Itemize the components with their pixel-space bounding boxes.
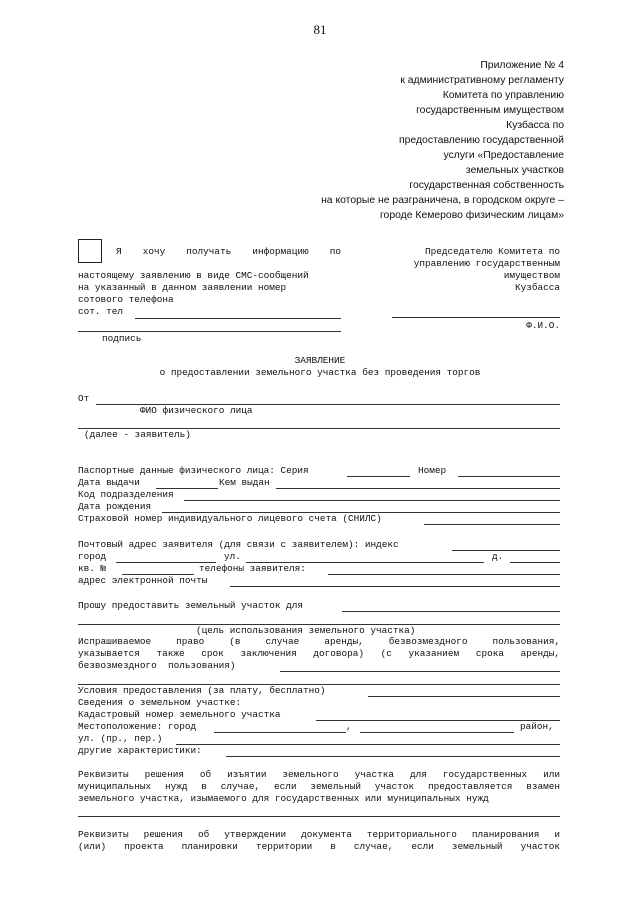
division-code-label: Код подразделения (78, 489, 174, 500)
phone-field[interactable] (135, 318, 341, 319)
other-characteristics-label: другие характеристики: (78, 745, 202, 756)
appendix-line: земельных участков (465, 165, 564, 176)
withdrawal-text-line: земельного участка, изымаемого для государственных или муниципальных нужд (78, 793, 489, 804)
birth-date-label: Дата рождения (78, 501, 152, 512)
email-label: адрес электронной почты (78, 575, 208, 586)
appendix-line: услуги «Предоставление (443, 150, 564, 161)
snils-field[interactable] (424, 524, 560, 525)
document-subtitle: о предоставлении земельного участка без проведения торгов (159, 367, 481, 378)
applicant-note: (далее - заявитель) (84, 429, 191, 440)
issued-by-field[interactable] (276, 488, 560, 489)
appendix-line: государственная собственность (409, 180, 564, 191)
sms-checkbox[interactable] (78, 239, 102, 263)
phone-label: сот. тел (78, 306, 124, 317)
planning-text-line: (или) проекта планировки территории в случае, если земельный участок (78, 841, 560, 852)
purpose-caption: (цель использования земельного участка) (196, 625, 416, 636)
passport-series-label: Паспортные данные физического лица: Серия (78, 465, 309, 476)
land-info-label: Сведения о земельном участке: (78, 697, 242, 708)
conditions-label: Условия предоставления (за плату, бесплатно) (78, 685, 326, 696)
sms-text-line: Я хочу получать информацию по (116, 246, 341, 257)
house-field[interactable] (510, 562, 560, 563)
from-label: От (78, 393, 90, 404)
request-purpose-field[interactable] (342, 611, 560, 612)
appendix-line: Кузбасса по (506, 120, 564, 131)
withdrawal-text-line: Реквизиты решения об изъятии земельного участка для государственных или (78, 769, 560, 780)
passport-number-label: Номер (418, 465, 447, 476)
phones-field[interactable] (328, 574, 560, 575)
fio-label: Ф.И.О. (526, 320, 560, 331)
snils-label: Страховой номер индивидуального лицевого счета (СНИЛС) (78, 513, 382, 524)
appendix-line: предоставлению государственной (399, 135, 564, 146)
other-characteristics-field[interactable] (226, 756, 560, 757)
email-field[interactable] (230, 586, 560, 587)
sms-text-line: на указанный в данном заявлении номер (78, 282, 287, 293)
addressee-line: управлению государственным (413, 258, 560, 269)
request-label: Прошу предоставить земельный участок для (78, 600, 304, 611)
sms-text-line: настоящему заявлению в виде СМС-сообщений (78, 270, 309, 281)
apartment-label: кв. № (78, 563, 107, 574)
appendix-block (264, 58, 564, 223)
location-city-field[interactable] (214, 732, 346, 733)
cadastral-label: Кадастровый номер земельного участка (78, 709, 281, 720)
postal-address-label: Почтовый адрес заявителя (для связи с заявителем): индекс (78, 539, 399, 550)
right-text-line: указывается также срок заключения договора) (с указанием срока аренды, (78, 648, 560, 659)
district-field[interactable] (360, 732, 514, 733)
signature-label: подпись (102, 333, 142, 344)
house-label: д. (492, 551, 504, 562)
passport-series-field[interactable] (347, 476, 410, 477)
division-code-field[interactable] (184, 500, 560, 501)
street-label: ул. (224, 551, 241, 562)
comma: , (346, 721, 352, 732)
land-street-field[interactable] (176, 744, 560, 745)
right-text-line: Испрашиваемое право (в случае аренды, безвозмездного пользования, (78, 636, 560, 647)
passport-number-field[interactable] (458, 476, 560, 477)
addressee-line: Председателю Комитета по (424, 246, 560, 257)
issue-date-label: Дата выдачи (78, 477, 140, 488)
planning-text-line: Реквизиты решения об утверждении документа территориального планирования и (78, 829, 560, 840)
appendix-line: государственным имуществом (416, 105, 564, 116)
postal-index-field[interactable] (452, 550, 560, 551)
phones-label: телефоны заявителя: (199, 563, 306, 574)
appendix-line: Приложение № 4 (480, 60, 564, 71)
signature-field[interactable] (78, 331, 341, 332)
addressee-line: Кузбасса (514, 282, 560, 293)
city-label: город (78, 551, 107, 562)
issued-by-label: Кем выдан (219, 477, 270, 488)
location-label: Местоположение: город (78, 721, 197, 732)
land-street-label: ул. (пр., пер.) (78, 733, 163, 744)
appendix-line: на которые не разграничена, в городском округе – (321, 195, 564, 206)
document-title: ЗАЯВЛЕНИЕ (294, 355, 346, 366)
conditions-field[interactable] (368, 696, 560, 697)
appendix-line: к административному регламенту (400, 75, 564, 86)
appendix-line: городе Кемерово физическим лицам» (380, 210, 564, 221)
addressee-line: имуществом (503, 270, 560, 281)
addressee-fio-field[interactable] (392, 317, 560, 318)
right-term-field[interactable] (280, 671, 560, 672)
page-number: 81 (313, 22, 327, 37)
sms-text-line: сотового телефона (78, 294, 174, 305)
appendix-line: Комитета по управлению (442, 90, 564, 101)
withdrawal-text-line: муниципальных нужд в случае, если земельный участок предоставляется взамен (78, 781, 560, 792)
right-text-line: безвозмездного пользования) (78, 660, 236, 671)
district-label: район, (520, 721, 554, 732)
withdrawal-field[interactable] (78, 816, 560, 817)
fio-caption: ФИО физического лица (140, 405, 253, 416)
